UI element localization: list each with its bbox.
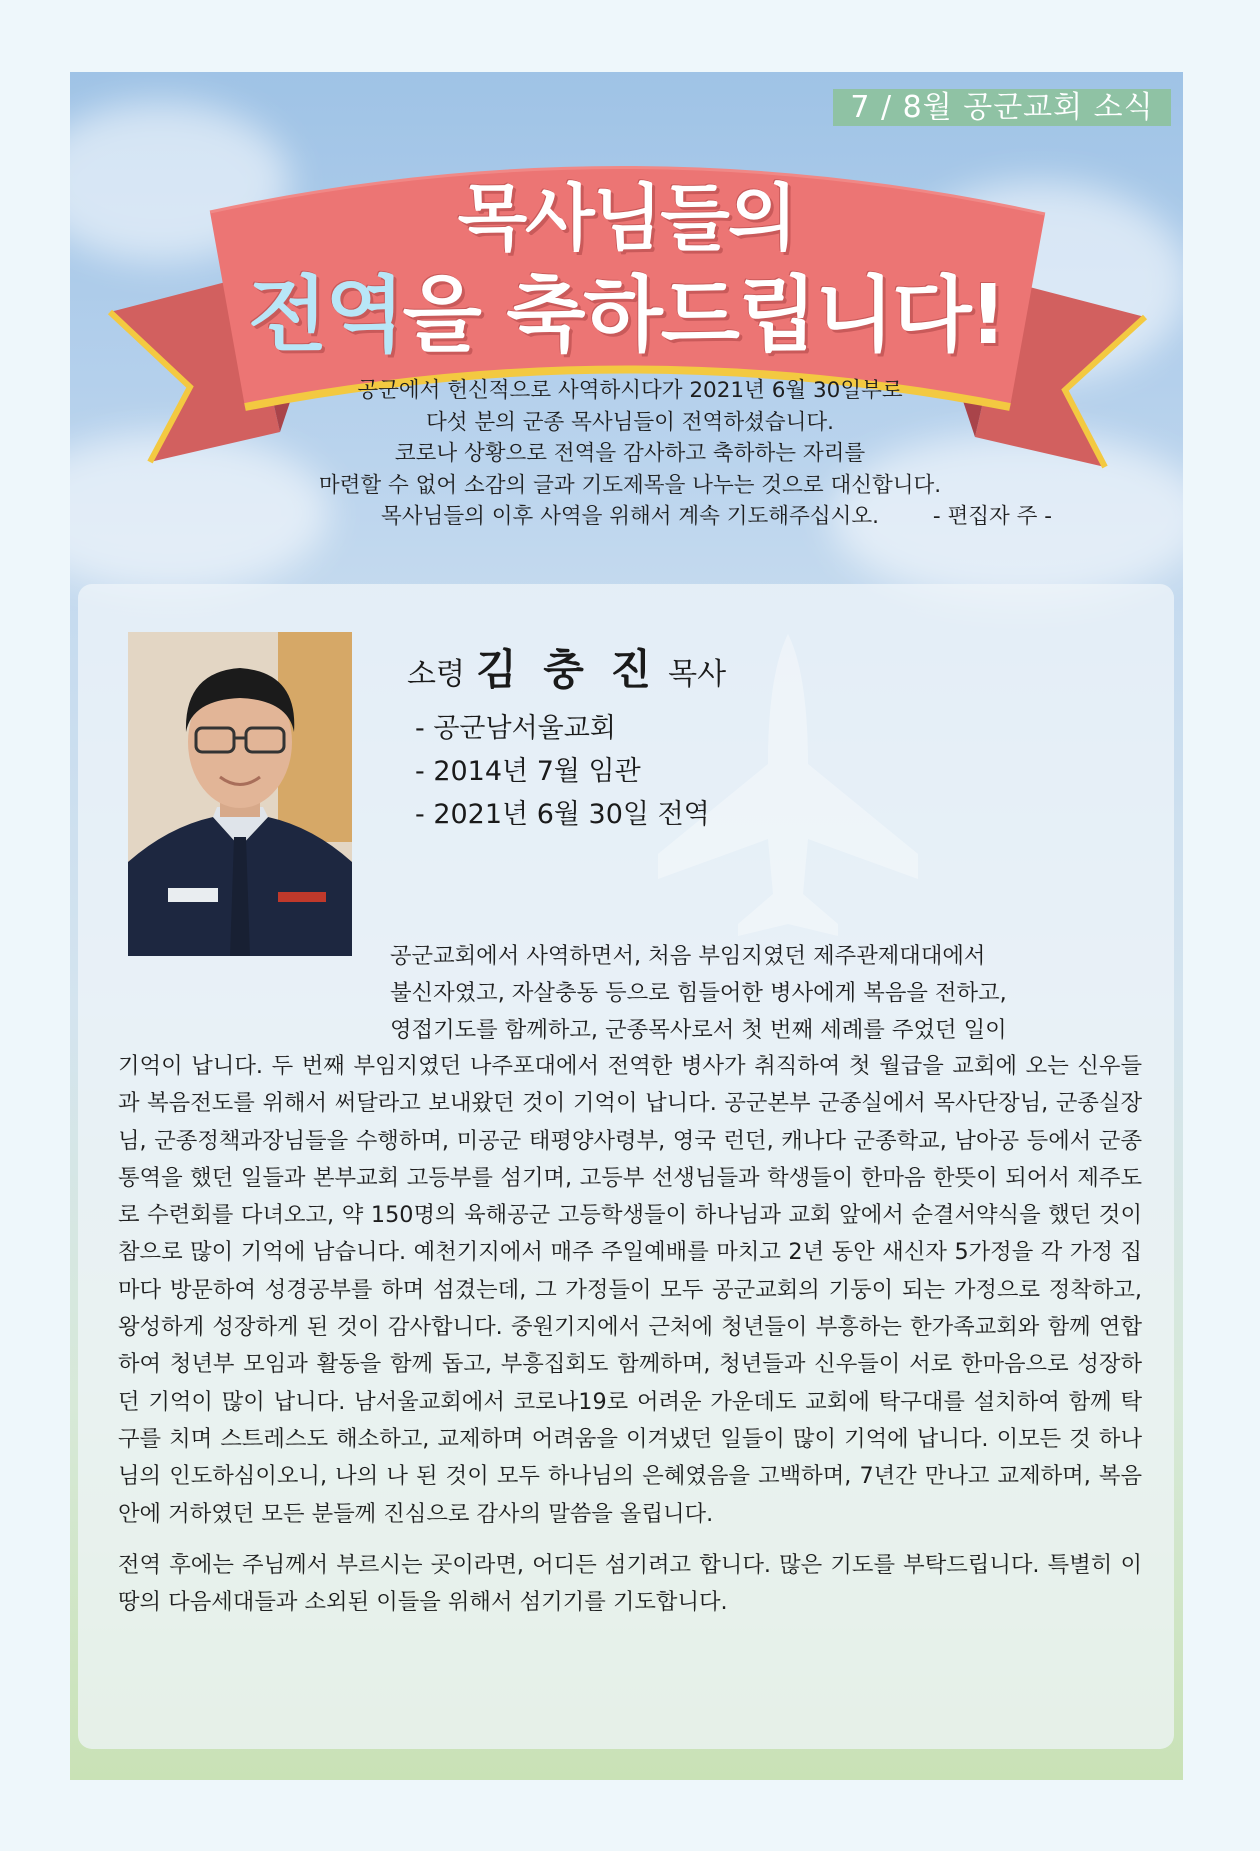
intro-line: 마련할 수 없어 소감의 글과 기도제목을 나누는 것으로 대신합니다.: [318, 472, 942, 498]
body-indented-line: 불신자였고, 자살충동 등으로 힘들어한 병사에게 복음을 전하고,: [390, 980, 1007, 1006]
body-paragraph-2: 전역 후에는 주님께서 부르시는 곳이라면, 어디든 섬기려고 합니다. 많은 기도를 부탁드립니다. 특별히 이 땅의 다음세대들과 소외된 이들을 위해서 섬기기를 기도합니다.: [118, 1551, 1142, 1616]
editor-signature: - 편집자 주 -: [932, 504, 1052, 529]
profile-fact: - 2021년 6월 30일 전역: [415, 799, 710, 830]
headline-rest: 을 축하드립니다!: [402, 268, 1005, 363]
article-body: [118, 1048, 1142, 1621]
intro-line: 공군에서 헌신적으로 사역하시다가 2021년 6월 30일부로: [357, 378, 903, 403]
intro-note: [250, 375, 1052, 533]
profile-name-line: [407, 637, 726, 697]
profile-facts: [415, 707, 710, 836]
issue-tag: 7 / 8월 공군교회 소식: [833, 89, 1171, 126]
intro-line: 코로나 상황으로 전역을 감사하고 축하하는 자리를: [394, 441, 866, 466]
pastor-photo: [128, 632, 352, 956]
body-indented-line: 공군교회에서 사역하면서, 처음 부임지였던 제주관제대대에서: [390, 943, 986, 969]
profile-name: 김 충 진: [476, 645, 658, 694]
profile-fact: - 공군남서울교회: [415, 713, 616, 744]
intro-line: 목사님들의 이후 사역을 위해서 계속 기도해주십시오.: [381, 504, 879, 529]
headline-line2: [70, 250, 1183, 367]
newsletter-page: [70, 72, 1183, 1780]
body-paragraph-1: 기억이 납니다. 두 번째 부임지였던 나주포대에서 전역한 병사가 취직하여 첫 월급을 교회에 오는 신우들과 복음전도를 위해서 써달라고 보내왔던 것이 기억이 납니다. 공군본부 군종실에서 목사단장님, 군종실장님, 군종정책과장님들을 수행하며, 미공군 태평양사령부, 영국 런던, 캐나다 군종학교, 남아공 등에서 군종통역을 했던 일들과 본부교회 고등부를 섬기며, 고등부 선생님들과 학생들이 한마음 한뜻이 되어서 제주도로 수련회를 다녀오고, 약 150명의 육해공군 고등학생들이 하나님과 교회 앞에서 순결서약식을 했던 것이 참으로 많이 기억에 남습니다. 예천기지에서 매주 주일예배를 마치고 2년 동안 새신자 5가정을 각 가정 집 마다 방문하여 성경공부를 하며 섬겼는데, 그 가정들이 모두 공군교회의 기둥이 되는 가정으로 정착하고, 왕성하게 성장하게 된 것이 감사합니다. 중원기지에서 근처에 청년들이 부흥하는 한가족교회와 함께 연합하여 청년부 모임과 활동을 함께 돕고, 부흥집회도 함께하며, 청년들과 신우들이 서로 한마음으로 성장하던 기억이 많이 납니다. 남서울교회에서 코로나19로 어려운 가운데도 교회에 탁구대를 설치하여 함께 탁구를 치며 스트레스도 해소하고, 교제하며 어려움을 이겨냈던 일들이 많이 기억에 납니다. 이모든 것 하나님의 인도하심이오니, 나의 나 된 것이 모두 하나님의 은혜였음을 고백하며, 7년간 만나고 교제하며, 복음 안에 거하였던 모든 분들께 진심으로 감사의 말씀을 올립니다.: [118, 1053, 1142, 1527]
body-indented-line: 영접기도를 함께하고, 군종목사로서 첫 번째 세례를 주었던 일이: [390, 1017, 1007, 1043]
profile-rank: 소령: [407, 657, 465, 692]
profile-title: 목사: [668, 657, 727, 692]
intro-line: 다섯 분의 군종 목사님들이 전역하셨습니다.: [425, 409, 834, 435]
headline-highlight: 전역: [248, 268, 403, 363]
profile-fact: - 2014년 7월 임관: [415, 756, 641, 787]
headline-line1: 목사님들의: [457, 176, 796, 260]
